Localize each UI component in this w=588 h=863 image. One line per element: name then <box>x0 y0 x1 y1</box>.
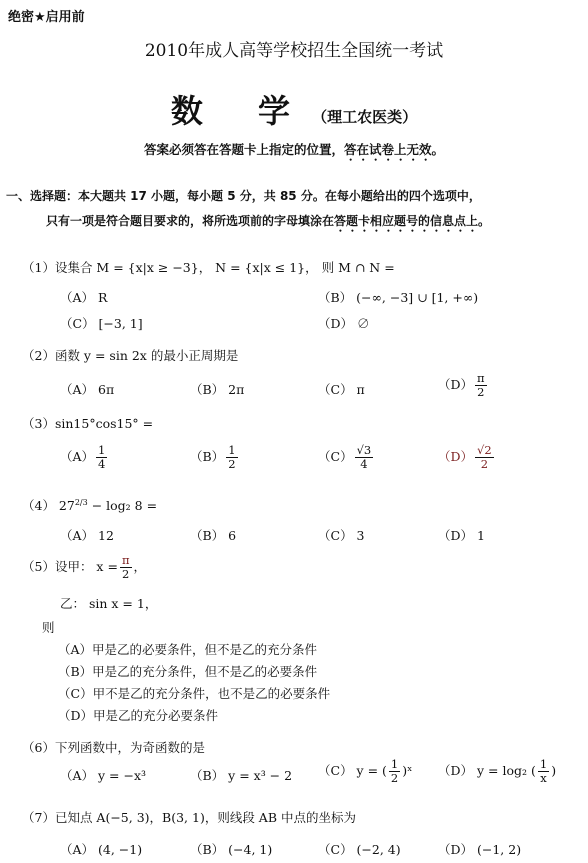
q2-option-a: （A） 6π <box>60 382 115 397</box>
notice-part-c: 。 <box>431 142 445 157</box>
q5-stem: （5）设甲： x = $\frac{\pi}{2}$ ， <box>22 553 147 581</box>
q6-option-b: （B） y = x³ − 2 <box>190 768 293 783</box>
q7-option-c: （C） (−2, 4) <box>318 842 401 857</box>
q3-option-c: （C） $\frac{√3}{4}$ <box>318 443 372 471</box>
secret-label: 绝密★启用前 <box>8 10 85 25</box>
q6-option-c: （C） y = ( $\frac{1}{2}$ )ˣ <box>318 757 413 785</box>
q4-option-d: （D） 1 <box>438 528 485 543</box>
notice-part-a: 答案必须答在答题卡上指定的位置， <box>143 142 344 157</box>
q7-option-b: （B） (−4, 1) <box>190 842 273 857</box>
q3-option-d: （D） $\frac{√2}{2}$ <box>438 443 492 471</box>
q1-option-b: （B） (−∞, −3] ∪ [1, +∞) <box>318 290 479 305</box>
q5-option-c: （C）甲不是乙的充分条件，也不是乙的必要条件 <box>58 686 331 701</box>
section-line2: 只有一项是符合题目要求的，将所选项前的字母填涂在答题卡相应题号的信息点上。 <box>46 214 491 228</box>
subject-heading <box>0 86 588 132</box>
q5-condition-yi: 乙： sin x = 1， <box>60 596 158 611</box>
q5-then: 则 <box>42 620 55 635</box>
q2-stem: （2）函数 y = sin 2x 的最小正周期是 <box>22 348 239 363</box>
q4-option-a: （A） 12 <box>60 528 114 543</box>
subject-name: 数 学 <box>170 92 313 130</box>
q1-option-d: （D） ∅ <box>318 316 370 331</box>
q4-option-c: （C） 3 <box>318 528 365 543</box>
exam-title: 2010年成人高等学校招生全国统一考试 <box>144 41 444 61</box>
q2-option-b: （B） 2π <box>190 382 245 397</box>
q3-option-b: （B） $\frac{1}{2}$ <box>190 443 236 471</box>
q1-option-c: （C） [−3, 1] <box>60 316 143 331</box>
q6-stem: （6）下列函数中，为奇函数的是 <box>22 740 205 755</box>
q3-option-a: （A） $\frac{1}{4}$ <box>60 443 106 471</box>
q1-option-a: （A） R <box>60 290 108 305</box>
answer-notice <box>0 140 588 164</box>
q6-option-d: （D） y = log₂ ( $\frac{1}{x}$ ) <box>438 757 557 785</box>
q7-option-a: （A） (4, −1) <box>60 842 143 857</box>
q3-stem: （3）sin15°cos15° = <box>22 416 154 431</box>
exponent: 2/3 <box>74 497 88 507</box>
q7-option-d: （D） (−1, 2) <box>438 842 522 857</box>
q2-option-d: （D） $\frac{\pi}{2}$ <box>438 371 485 399</box>
notice-part-b: 答在试卷上无效 <box>343 142 432 157</box>
fraction: $\frac{\pi}{2}$ <box>477 371 485 399</box>
q5-option-a: （A）甲是乙的必要条件，但不是乙的充分条件 <box>58 642 318 657</box>
subject-note: （理工农医类） <box>312 108 418 126</box>
q6-option-a: （A） y = −x³ <box>60 768 147 783</box>
section-instructions <box>6 184 490 235</box>
q2-option-c: （C） π <box>318 382 365 397</box>
section-line1: 一、选择题：本大题共 17 小题，每小题 5 分，共 85 分。在每小题给出的四个选项中， <box>6 189 481 203</box>
q5-option-b: （B）甲是乙的充分条件，但不是乙的必要条件 <box>58 664 318 679</box>
q7-stem: （7）已知点 A(−5, 3)，B(3, 1)，则线段 AB 中点的坐标为 <box>22 810 356 825</box>
q4-option-b: （B） 6 <box>190 528 237 543</box>
q4-stem: （4） $27^{2/3} - \log_2$ 8 = <box>22 497 158 513</box>
q5-option-d: （D）甲是乙的充分必要条件 <box>58 708 219 723</box>
q1-stem: （1）设集合 M = {x|x ≥ −3}， N = {x|x ≤ 1}， 则 M ∩ N = <box>22 260 395 275</box>
